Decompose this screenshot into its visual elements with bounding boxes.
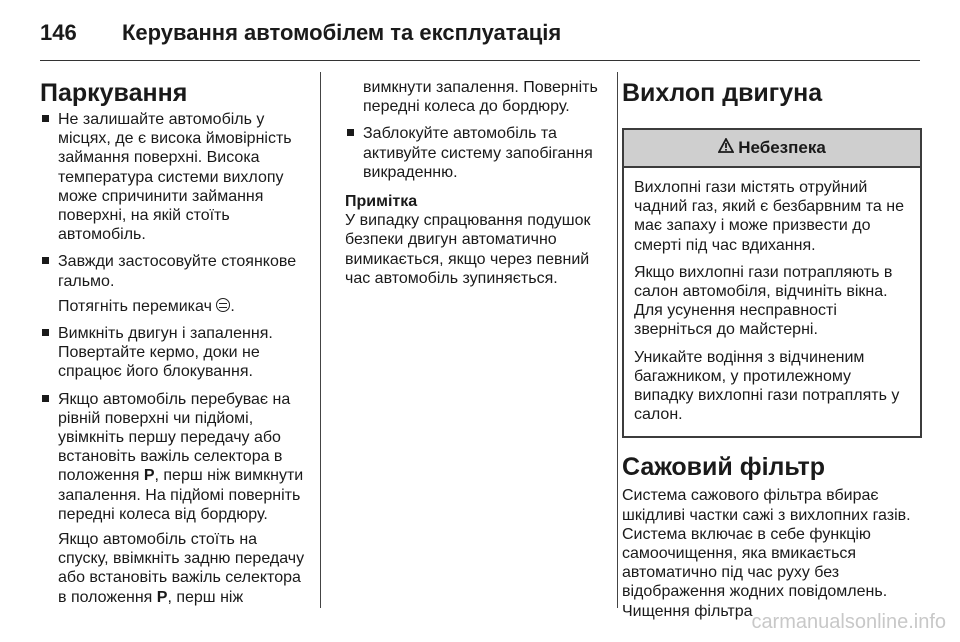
column-divider [617, 72, 618, 608]
pull-switch-text: Потягніть перемикач . [58, 297, 235, 315]
soot-filter-text: Система сажового фільтра вбирає шкідливі частки сажі з вихлопних газів. Система включає в себе функцію самоочищення, яка вмикається автоматично під час руху без відображення жодних повідомлень. Чищення фільтра [622, 487, 911, 620]
danger-paragraph: Якщо вихлопні гази потрапляють в салон автомобіля, відчиніть вікна. Для усунення несправності зверніться до майстерні. [634, 263, 893, 339]
list-item: Вимкніть двигун і запалення. Повертайте кермо, доки не спрацює його блокування. [40, 324, 306, 382]
column-parking [40, 78, 306, 615]
list-item: Завжди застосовуйте стоянкове гальмо. Потягніть перемикач . [40, 252, 306, 316]
section-heading-parking: Паркування [40, 79, 188, 107]
running-title: Керування автомобілем та експлуатація [122, 20, 562, 45]
watermark: carmanualsonline.info [751, 611, 946, 633]
list-item-continued: вимкнути запалення. Поверніть передні колеса до бордюру. [363, 79, 598, 116]
list-item: Заблокуйте автомобіль та активуйте систему запобігання викраденню. [345, 124, 607, 182]
page-header [40, 14, 920, 54]
danger-box [622, 128, 922, 438]
header-rule [40, 60, 920, 61]
warning-triangle-icon [718, 138, 734, 157]
section-heading-exhaust: Вихлоп двигуна [622, 79, 823, 107]
column-parking-continued [345, 78, 607, 296]
parking-list [40, 110, 306, 607]
column-divider [320, 72, 321, 608]
note-text: У випадку спрацювання подушок безпеки двигун автоматично вимикається, якщо через певний час автомобіль зупиняється. [345, 212, 591, 287]
page-number: 146 [40, 20, 77, 45]
list-item: Не залишайте автомобіль у місцях, де є висока ймовірність займання поверхні. Висока температура системи вихлопу може спричинити займання поверхні, на якій стоїть автомобіль. [40, 110, 306, 244]
danger-paragraph: Вихлопні гази містять отруйний чадний газ, який є безбарвним та не має запаху і може призвести до смерті під час вдихання. [634, 179, 904, 254]
danger-body [624, 168, 920, 436]
danger-title: Небезпека [738, 138, 826, 158]
danger-header [624, 130, 920, 168]
danger-paragraph: Уникайте водіння з відчиненим багажником, у протилежному випадку вихлопні гази потраплять у салон. [634, 348, 900, 424]
parking-brake-switch-icon [216, 298, 230, 312]
note-title: Примітка [345, 193, 418, 211]
parking-list-continued [345, 78, 607, 182]
section-heading-soot-filter: Сажовий фільтр [622, 453, 826, 482]
list-item: Якщо автомобіль перебуває на рівній поверхні чи підйомі, увімкніть першу передачу або встановіть важіль селектора в положення P, перш ніж вимкнути запалення. На підйомі поверніть передні колеса від бордюру. Якщо автомобіль стоїть на спуску, ввімкніть задню передачу або встановіть важіль селектора в положення P, перш ніж [40, 390, 306, 607]
column-exhaust [622, 78, 922, 629]
